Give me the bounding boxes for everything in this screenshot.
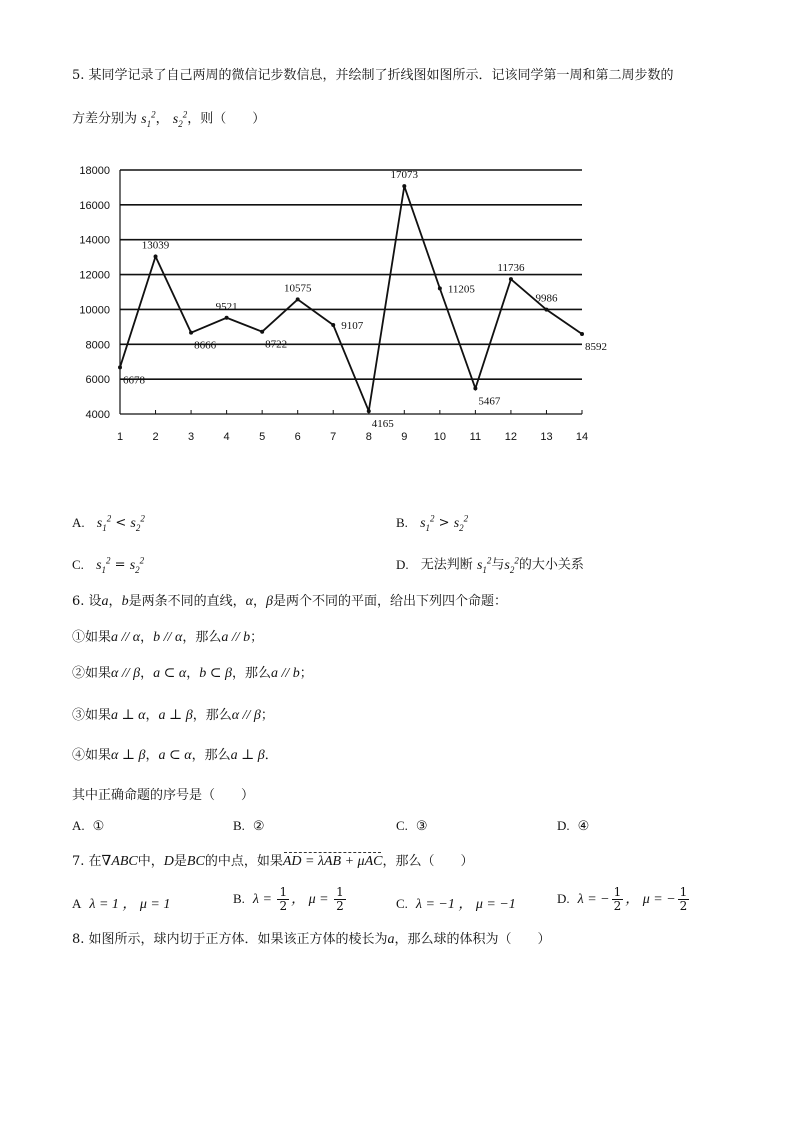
fraction-half: $\frac{1}{2}$ — [613, 885, 622, 913]
q6-option-a[interactable]: A. ① — [72, 818, 105, 834]
data-point — [438, 286, 442, 290]
data-label: 8592 — [585, 340, 607, 353]
q6-proposition-3: ③如果a ⊥ α，a ⊥ β，那么α // β； — [72, 708, 274, 723]
q6-intro: 6. 设a，b是两条不同的直线，α，β是两个不同的平面，给出下列四个命题： — [72, 594, 507, 609]
data-point — [118, 365, 122, 369]
q6-option-b[interactable]: B. ② — [233, 818, 265, 834]
fraction-half: $\frac{1}{2}$ — [679, 885, 688, 913]
q7-option-d[interactable]: D. λ = − $\frac{1}{2}$ ， μ = − $\frac{1}{2}$ — [557, 885, 688, 913]
x-tick-label: 13 — [540, 431, 553, 443]
x-tick-label: 1 — [116, 431, 124, 443]
q6-option-d[interactable]: D. ④ — [557, 818, 590, 834]
data-label: 9986 — [535, 292, 558, 305]
x-tick-label: 7 — [330, 431, 337, 443]
q8-stem: 8. 如图所示，球内切于正方体．如果该正方体的棱长为a，那么球的体积为（ ） — [72, 932, 551, 947]
q6-proposition-4: ④如果α ⊥ β，a ⊂ α，那么a ⊥ β． — [72, 748, 278, 763]
data-point — [580, 332, 584, 336]
data-point — [509, 277, 513, 281]
vector-equation: AD = λAB + μAC — [283, 852, 383, 872]
x-tick-label: 14 — [575, 431, 589, 443]
series-line — [120, 186, 582, 411]
fraction-half: $\frac{1}{2}$ — [336, 885, 344, 913]
step-count-line-chart — [72, 160, 607, 450]
y-tick-label: 8000 — [85, 339, 110, 352]
data-label: 8722 — [265, 338, 288, 351]
data-label: 9521 — [215, 300, 238, 313]
x-tick-label: 8 — [365, 431, 372, 443]
y-tick-label: 14000 — [79, 234, 110, 247]
data-point — [189, 331, 193, 335]
data-point — [154, 254, 158, 258]
data-label: 9107 — [341, 319, 364, 332]
data-point — [402, 184, 406, 188]
q5-line1: 5. 某同学记录了自己两周的微信记步数信息，并绘制了折线图如图所示．记该同学第一周和第二周步数的 — [72, 68, 674, 83]
x-tick-label: 5 — [259, 431, 266, 443]
data-label: 17073 — [390, 169, 419, 182]
data-point — [544, 308, 548, 312]
data-label: 10575 — [283, 282, 312, 295]
x-tick-label: 11 — [469, 431, 482, 443]
x-tick-label: 10 — [433, 431, 446, 443]
x-tick-label: 2 — [152, 431, 159, 443]
data-label: 4165 — [371, 418, 394, 431]
q6-question: 其中正确命题的序号是（ ） — [72, 788, 255, 803]
q6-proposition-1: ①如果a // α，b // α，那么a // b； — [72, 630, 264, 645]
q5-option-d[interactable]: D. 无法判断 $s_1^2$与$s_2^2$的大小关系 — [396, 555, 584, 575]
data-point — [225, 316, 229, 320]
fraction-half: $\frac{1}{2}$ — [279, 885, 288, 913]
data-label: 8666 — [194, 339, 217, 352]
q5-option-c[interactable]: C. $s_1^2 = s_2^2$ — [72, 555, 145, 575]
data-label: 11736 — [497, 262, 525, 275]
x-tick-label: 12 — [504, 431, 518, 443]
q7-option-c[interactable]: C. λ = −1 ， μ = −1 — [396, 896, 516, 912]
x-tick-label: 9 — [401, 431, 408, 443]
data-label: 11205 — [447, 283, 475, 296]
x-tick-label: 3 — [188, 431, 195, 443]
q5-option-a[interactable]: A. $s_1^2 < s_2^2$ — [72, 513, 145, 533]
s2-squared: $s_2^2$ — [172, 109, 188, 129]
q6-option-c[interactable]: C. ③ — [396, 818, 428, 834]
q7-option-a[interactable]: A λ = 1 ， μ = 1 — [72, 896, 171, 912]
data-label: 5467 — [478, 395, 501, 408]
y-tick-label: 18000 — [79, 165, 110, 177]
data-point — [331, 323, 335, 327]
q7-option-b[interactable]: B. λ = $\frac{1}{2}$ ， μ = $\frac{1}{2}$ — [233, 885, 344, 913]
q7-stem: 7. 在∇ABC中，D是BC的中点，如果AD = λAB + μAC，那么（ ） — [72, 852, 473, 872]
y-tick-label: 12000 — [79, 269, 110, 282]
y-tick-label: 10000 — [79, 304, 110, 317]
s1-squared: $s_1^2$ — [141, 109, 156, 129]
data-label: 13039 — [141, 239, 170, 252]
data-point — [473, 386, 477, 390]
y-tick-label: 16000 — [79, 199, 110, 212]
x-tick-label: 6 — [294, 431, 301, 443]
data-label: 6678 — [123, 374, 145, 387]
data-point — [296, 297, 300, 301]
q6-proposition-2: ②如果α // β，a ⊂ α，b ⊂ β，那么a // b； — [72, 666, 313, 681]
data-point — [367, 409, 371, 413]
y-tick-label: 4000 — [85, 409, 110, 421]
q5-option-b[interactable]: B. $s_1^2 > s_2^2$ — [396, 513, 469, 533]
y-tick-label: 6000 — [85, 374, 110, 387]
q5-line2: 方差分别为 $s_1^2$， $s_2^2$，则（ ） — [72, 109, 266, 129]
data-point — [260, 330, 264, 334]
x-tick-label: 4 — [223, 431, 230, 443]
